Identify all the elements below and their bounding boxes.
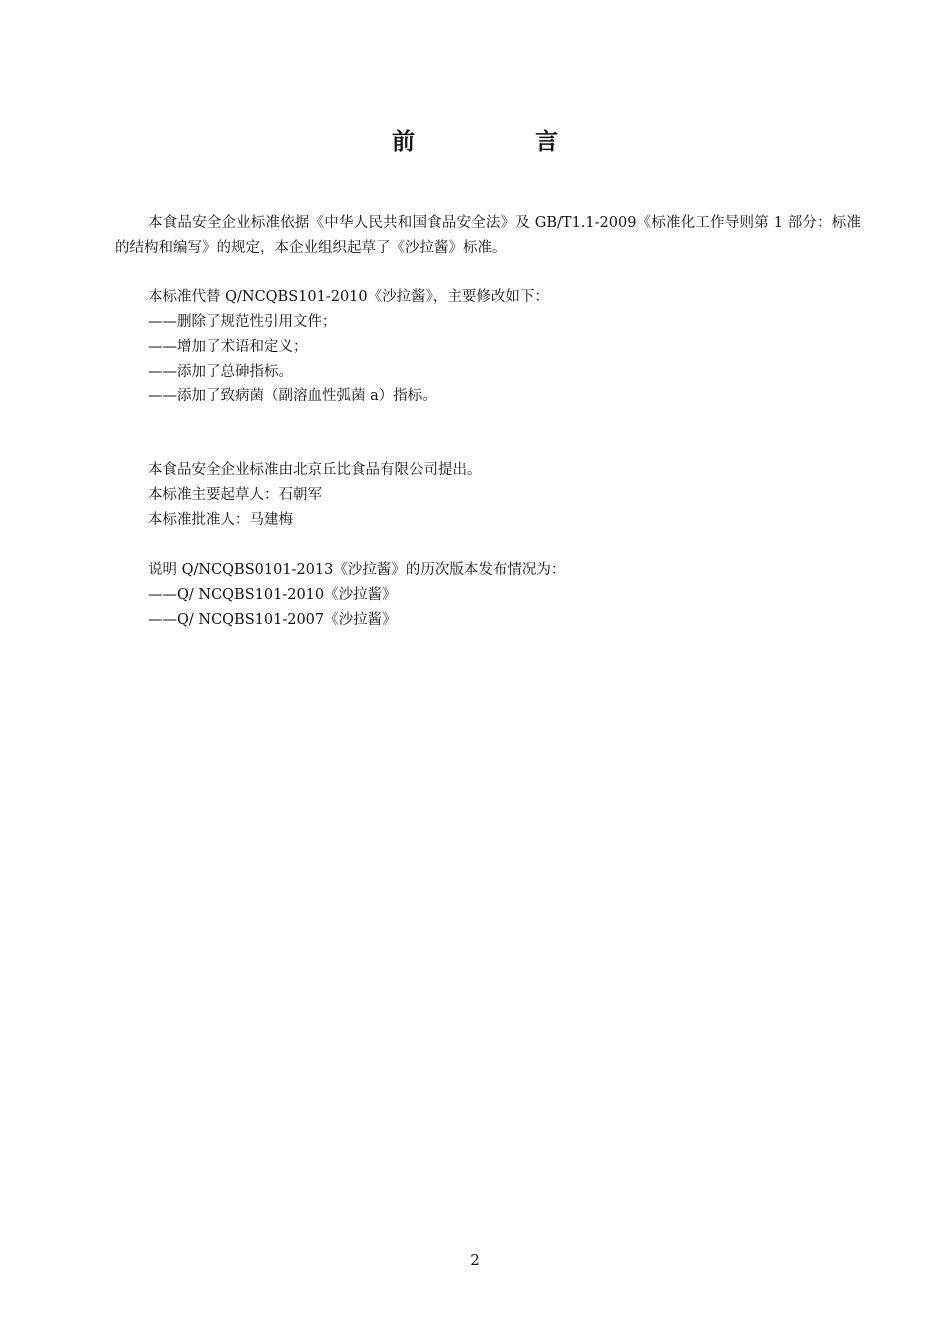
change-item: ——删除了规范性引用文件； <box>148 314 337 330</box>
drafter-line: 本标准主要起草人：石朝军 <box>148 487 322 503</box>
approver-line: 本标准批准人：马建梅 <box>148 512 293 528</box>
intro-paragraph: 本食品安全企业标准依据《中华人民共和国食品安全法》及 GB/T1.1-2009《标准化工作导则第 1 部分：标准的结构和编写》的规定，本企业组织起草了《沙拉酱》标准。 <box>115 215 861 256</box>
change-item: ——添加了总砷指标。 <box>148 364 293 380</box>
history-heading: 说明 Q/NCQBS0101-2013《沙拉酱》的历次版本发布情况为： <box>148 562 566 578</box>
history-version: ——Q/ NCQBS101-2010《沙拉酱》 <box>148 587 397 603</box>
history-version: ——Q/ NCQBS101-2007《沙拉酱》 <box>148 612 397 628</box>
change-item: ——增加了术语和定义； <box>148 339 308 355</box>
change-item: ——添加了致病菌（副溶血性弧菌 a）指标。 <box>148 388 437 404</box>
proposer-line: 本食品安全企业标准由北京丘比食品有限公司提出。 <box>148 462 482 478</box>
replacement-heading: 本标准代替 Q/NCQBS101-2010《沙拉酱》，主要修改如下： <box>148 289 549 305</box>
page-title: 前 言 <box>391 128 614 155</box>
page-number: 2 <box>470 1251 480 1269</box>
